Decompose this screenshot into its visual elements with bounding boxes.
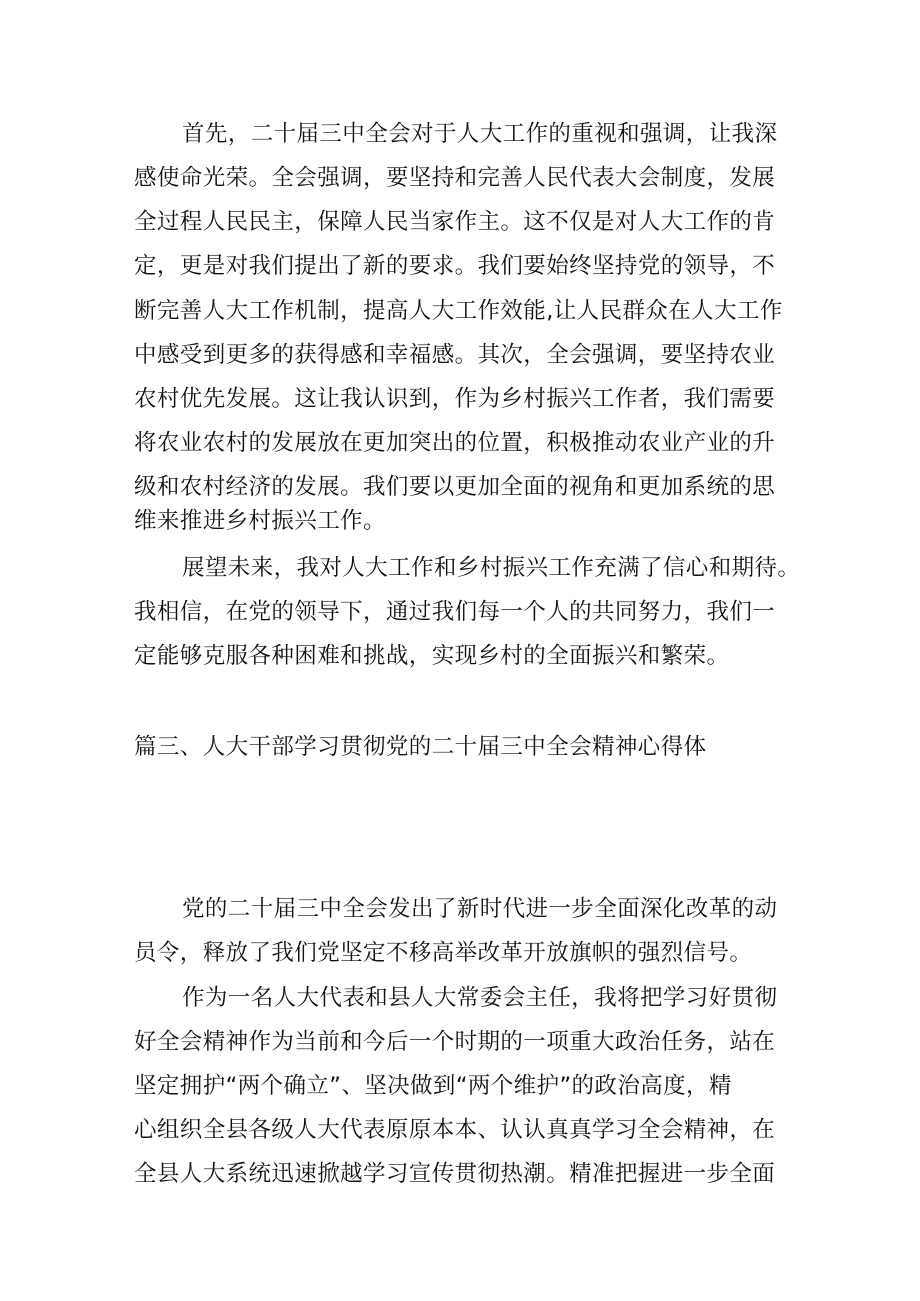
section-heading: 篇三、人大干部学习贯彻党的二十届三中全会精神心得体 <box>134 734 707 760</box>
paragraph-4-line-1: 作为一名人大代表和县人大常委会主任，我将把学习好贯彻 <box>182 985 778 1011</box>
paragraph-2-line-3: 定能够克服各种困难和挑战，实现乡村的全面振兴和繁荣。 <box>134 643 730 669</box>
paragraph-4-line-5: 全县人大系统迅速掀越学习宣传贯彻热潮。精准把握进一步全面 <box>134 1161 776 1187</box>
paragraph-4-line-4: 心组织全县各级人大代表原原本本、认认真真学习全会精神，在 <box>134 1117 776 1143</box>
paragraph-1-line-2: 感使命光荣。全会强调，要坚持和完善人民代表大会制度，发展 <box>134 165 776 191</box>
paragraph-2-line-2: 我相信，在党的领导下，通过我们每一个人的共同努力，我们一 <box>134 599 776 625</box>
paragraph-3-line-2: 员令，释放了我们党坚定不移高举改革开放旗帜的强烈信号。 <box>134 940 753 966</box>
paragraph-1-line-10: 维来推进乡村振兴工作。 <box>134 508 386 534</box>
paragraph-4-line-3: 坚定拥护“两个确立”、坚决做到“两个维护”的政治高度，精 <box>134 1073 732 1099</box>
paragraph-1-line-3: 全过程人民民主，保障人民当家作主。这不仅是对人大工作的肯 <box>134 209 776 235</box>
paragraph-4-line-2: 好全会精神作为当前和今后一个时期的一项重大政治任务，站在 <box>134 1029 776 1055</box>
paragraph-1-line-7: 农村优先发展。这让我认识到，作为乡村振兴工作者，我们需要 <box>134 386 776 412</box>
paragraph-1-line-9: 级和农村经济的发展。我们要以更加全面的视角和更加系统的思 <box>134 474 776 500</box>
paragraph-1-line-1: 首先，二十届三中全会对于人大工作的重视和强调，让我深 <box>182 121 778 147</box>
paragraph-1-line-6: 中感受到更多的获得感和幸福感。其次，全会强调，要坚持农业 <box>134 342 776 368</box>
paragraph-1-line-4: 定，更是对我们提出了新的要求。我们要始终坚持党的领导，不 <box>134 253 776 279</box>
paragraph-3-line-1: 党的二十届三中全会发出了新时代进一步全面深化改革的动 <box>182 896 778 922</box>
paragraph-1-line-5: 断完善人大工作机制，提高人大工作效能,让人民群众在人大工作 <box>134 298 783 324</box>
paragraph-2-line-1: 展望未来，我对人大工作和乡村振兴工作充满了信心和期待。 <box>182 555 801 581</box>
paragraph-1-line-8: 将农业农村的发展放在更加突出的位置，积极推动农业产业的升 <box>134 430 776 456</box>
